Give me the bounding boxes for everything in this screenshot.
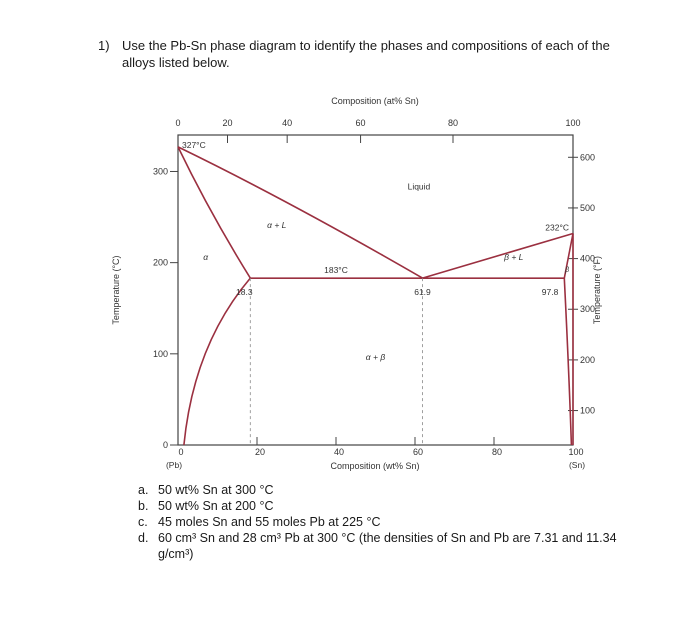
beta-liquid-region-label: β + L [504,251,524,262]
question-text: Use the Pb-Sn phase diagram to identify the phases and compositions of each of the alloys listed below. [122,38,610,70]
right-tick-label: 600 [580,152,596,163]
bottom-tick-label: 40 [333,447,345,457]
bottom-tick-label: 60 [412,447,424,457]
top-tick-label: 40 [282,118,293,128]
item-text: 50 wt% Sn at 300 °C [158,483,274,497]
right-tick-label: 300 [580,304,596,315]
bottom-tick-label: 100 [568,447,584,457]
item-letter: d. [138,531,149,545]
right-tick-label: 100 [580,405,596,416]
liquid-region-label: Liquid [407,181,431,192]
beta-solvus-line [564,278,571,445]
item-text: 50 wt% Sn at 200 °C [158,499,274,513]
top-tick-label: 80 [447,118,459,128]
item-text: 60 cm³ Sn and 28 cm³ Pb at 300 °C (the densities of Sn and Pb are 7.31 and 11.34 g/cm³) [158,531,617,561]
sn-melt-annotation: 232°C [545,222,569,233]
bottom-axis-title: Composition (wt% Sn) [330,461,420,471]
right-tick-label: 400 [580,253,596,264]
list-item [138,530,618,562]
item-letter: c. [138,515,148,529]
bottom-tick-label: 0 [178,447,184,457]
left-tick-label: 100 [152,348,168,359]
liquidus-left-line [178,147,423,278]
left-tick-label: 0 [162,440,168,450]
top-axis-title: Composition (at% Sn) [331,96,419,106]
top-tick-label: 20 [222,118,233,128]
list-item [138,514,618,530]
item-text: 45 moles Sn and 55 moles Pb at 225 °C [158,515,381,529]
pb-end-label: (Pb) [165,460,183,470]
left-tick-label: 300 [152,166,168,177]
beta-region-label: β [565,266,570,274]
list-item [138,498,618,514]
liquidus-right-line [423,234,574,279]
beta-solubility-annotation: 97.8 [541,287,559,298]
bottom-tick-label: 80 [491,447,503,457]
item-letter: b. [138,499,149,513]
alpha-beta-region-label: α + β [365,352,386,363]
top-tick-label: 60 [355,118,366,128]
right-tick-label: 500 [580,202,596,213]
pb-melt-annotation: 327°C [182,139,206,150]
alloy-list [138,482,618,562]
right-axis-title: Temperature (°F) [592,255,602,325]
alpha-region-label: α [203,251,209,262]
eutectic-temp-annotation: 183°C [324,265,348,276]
left-tick-label: 200 [152,257,168,268]
left-axis-title: Temperature (°C) [111,255,121,325]
alpha-solidus-line [178,147,250,278]
alpha-solvus-line [184,278,250,445]
eutectic-comp-annotation: 61.9 [414,287,431,298]
top-tick-label: 0 [175,118,181,128]
right-tick-label: 200 [580,354,596,365]
bottom-tick-label: 20 [254,447,266,457]
top-tick-label: 100 [565,118,581,128]
sn-end-label: (Sn) [568,460,586,470]
question-number: 1) [98,38,110,53]
list-item [138,482,618,498]
alpha-liquid-region-label: α + L [267,220,287,230]
alpha-solubility-annotation: 18.3 [236,287,253,298]
item-letter: a. [138,483,149,497]
